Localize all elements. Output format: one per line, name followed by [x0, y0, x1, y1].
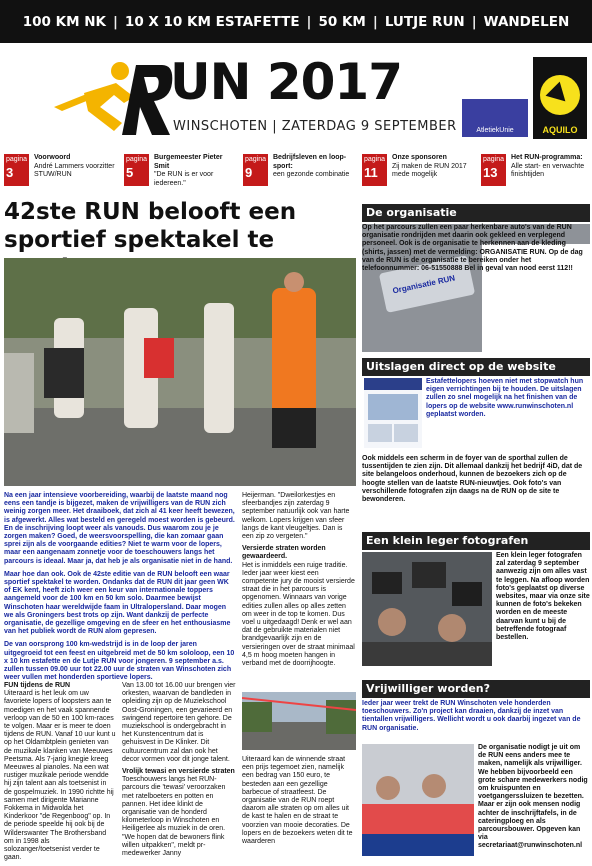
page-box	[4, 154, 29, 186]
website-screenshot	[364, 378, 422, 448]
organisatie-sign: Organisatie RUN	[391, 273, 456, 296]
vrijwilligers-photo	[362, 744, 474, 856]
masthead	[0, 43, 592, 145]
page-number: 13	[483, 165, 498, 180]
website-text-1: Estafettelopers hoeven niet met stopwatch hun eigen verrichtingen bij te houden. De uitslagen zullen zo snel mogelijk na het finishen van de lopers op de website www.runwinschoten.nl geplaatst worden.	[426, 378, 584, 418]
index-desc: André Lammers voorzitter STUW/RUN	[34, 162, 115, 178]
column-text: Heijerman. "Dweilorkestjes en sfeerbandjes zijn zaterdag 9 september natuurlijk ook van harte welkom. Lopers krijgen van sfeer langs de kant vleugeltjes. Dan is een zip zo vergeten."	[242, 492, 350, 541]
separator: |	[306, 13, 312, 30]
event-wandelen: WANDELEN	[483, 13, 570, 30]
page-number: 5	[126, 165, 134, 180]
page-label: pagina	[483, 156, 505, 163]
run-logo-icon	[44, 57, 174, 139]
intro-paragraph: De van oorsprong 100 km-wedstrijd is in de loop der jaren uitgegroeid tot een feest en uitgebreid met de 50 km sololoop, een 10 x 10 km estafette en de Lutje RUN voor jongeren. 9 september a.s. zullen tussen 09.00 uur tot 22.00 uur de straten van Winschoten zich weer vullen met honderden sportieve lopers.	[4, 641, 235, 682]
masthead-subtitle: WINSCHOTEN | ZATERDAG 9 SEPTEMBER	[173, 119, 457, 134]
article-intro	[4, 492, 236, 687]
event-bar	[0, 0, 592, 43]
section-heading: FUN tijdens de RUN	[4, 682, 71, 689]
runners-photo-illustration	[4, 258, 356, 486]
index-text	[273, 154, 355, 180]
page-label: pagina	[364, 156, 386, 163]
vrijwilliger-text-1: Ieder jaar weer trekt de RUN Winschoten vele honderden toeschouwers. Zo'n project kan draaien, dankzij de inzet van tientallen vrijwilligers. Wellicht wordt u ook daarbij ingezet van de RUN organisatie.	[362, 700, 581, 732]
sidebar-heading-vrijwilliger: Vrijwilliger worden?	[362, 680, 590, 698]
page-box	[481, 154, 506, 186]
atletiekunie-logo	[462, 99, 528, 137]
website-text-2: Ook middels een scherm in de foyer van de sporthal zullen de tussentijden te zien zijn. Dit allemaal dankzij het bedrijf 4iD, dat de site belangeloos onderhoud, kunnen de bezoekers zich op de hoogte stellen van de laatste RUN-nieuwtjes. Ook foto's van verschillende fotografen zijn daags na de RUN op de site te bewonderen.	[362, 455, 583, 504]
website-screenshot-illustration	[364, 378, 422, 448]
sidebar-heading-organisatie: De organisatie	[362, 204, 590, 222]
index-desc: Zij maken de RUN 2017 mede mogelijk	[392, 162, 467, 178]
event-lutje-run: LUTJE RUN	[384, 13, 465, 30]
article-column-1	[4, 682, 116, 866]
index-desc: Alle start- en verwachte finishtijden	[511, 162, 585, 178]
column-text: Uiteraard is het leuk om uw favoriete lopers of loopsters aan te moedigen en het vaak spannende verloop van de 50 en 100 km-races te volgen. Maar er is meer te doen tijdens de RUN. Vanaf 10 uur kunt u op het Oldambtplein genieten van de muzikale klanken van Meeuwes Peetsma. Als 7-jarig knegie kreeg Meeuwes al pianoles. Na een wat rustiger muzikale periode wendde hij zijn talent aan als toetsenist in de gospelmuziek. In 1990 richtte hij samen met dirigente Marianne Fokkema in Midwolda het Kinderkoor "de Regenboog" op. In de periode speelde hij ook bij de Wilderswanter The Brothersband om in 1998 als solozanger/toetsenist verder te gaan.	[4, 690, 116, 862]
index-title: Burgemeester Pieter Smit	[154, 154, 223, 170]
aquilo-icon	[540, 75, 580, 115]
organisatie-text: Op het parcours zullen een paar herkenbare auto's van de RUN organisatie rondrijden met daarin ook gekleed en verplegend personeel. Ook is de organisatie te herkennen aan de kleding (shirts, jassen) met de vermelding: ORGANISATIE RUN. Op de dag van de RUN is de organisatie te bereiken onder het telefoonnummer: 06-51550888 Bel in geval van nood eerst 112!!	[362, 224, 583, 273]
page-label: pagina	[6, 156, 28, 163]
index-desc: "De RUN is er voor iedereen."	[154, 171, 214, 187]
index-text	[34, 154, 116, 180]
page-label: pagina	[245, 156, 267, 163]
masthead-title: UN 2017	[170, 53, 403, 111]
street-photo-illustration	[242, 692, 356, 750]
section-heading: Vrolijk tewasi en versierde straten	[122, 768, 235, 776]
index-text	[511, 154, 592, 180]
index-text	[392, 154, 474, 180]
street-photo	[242, 692, 356, 750]
fotografen-text: Een klein leger fotografen zal zaterdag 9 september aanwezig zijn om alles vast te leggen. Na afloop worden foto's geplaatst op diverse websites, maar via onze site kunnen de foto's bekeken worden en de meeste daarvan kunt u bij de betreffende fotograaf bestellen.	[496, 552, 590, 642]
index-title: Het RUN-programma:	[511, 154, 583, 161]
atletiekunie-label: AtletiekUnie	[476, 127, 514, 134]
article-column-2	[122, 682, 236, 862]
separator: |	[471, 13, 477, 30]
column-text: Uiteraard kan de winnende straat een prijs tegemoet zien, namelijk een bedrag van 150 euro, te besteden aan een gezellige barbecue of straatfeest. De organisatie van de RUN roept daarom alle straten op om alles uit de kast te halen en de straat te voorzien van mooie decoraties. De lopers en de bezoekers weten dit te waarderen	[242, 756, 353, 846]
page-label: pagina	[126, 156, 148, 163]
event-estafette: 10 X 10 KM ESTAFETTE	[124, 13, 300, 30]
index-title: Voorwoord	[34, 154, 71, 161]
page-number: 11	[364, 165, 378, 180]
vrijwilliger-text-2: De organisatie nodigt je uit om de RUN eens anders mee te maken, namelijk als vrijwilliger. We hebben bijvoorbeeld een grote schare medewerkers nodig om kruispunten en voetgangerssluizen te bezetten. Maar er zijn ook mensen nodig achter de inschrijftafels, in de cateringploeg en als parcoursbouwer. Opgeven kan via secretariaat@runwinschoten.nl	[478, 744, 588, 850]
page-index	[0, 154, 592, 190]
sidebar-heading-website: Uitslagen direct op de website	[362, 358, 590, 376]
page-number: 3	[6, 165, 14, 180]
article-column-3	[242, 492, 356, 672]
fotografen-photo-illustration	[362, 552, 492, 666]
sidebar-heading-fotografen: Een klein leger fotografen	[362, 532, 590, 550]
index-text	[154, 154, 236, 188]
fotografen-photo	[362, 552, 492, 666]
index-title: Bedrijfsleven en loop-sport:	[273, 154, 347, 170]
section-heading: Versierde straten worden gewaardeerd.	[242, 545, 326, 561]
column-text: Toeschouwers langs het RUN-parcours die 'tewasi' veroorzaken met ratelboeters en potten en pannen. Het idee klinkt de organisatie van de honderd kilometerloop in Winschoten en Heiligerlee als muziek in de oren. "We hopen dat de bewoners flink willen uitpakken", meldt pr-medewerker Janny	[122, 776, 226, 858]
intro-paragraph: Maar hoe dan ook. Ook de 42ste editie van de RUN belooft een waar sportief spektakel te worden. Ondanks dat de RUN dit jaar geen WK of EK kent, heeft zich weer een keur van internationale toppers aangemeld voor de 100 km en 50 km solo. Daarmee bewijst Winschoten haar wereldwijde faam in Ultralopersland. Daar mogen we als Groningers best trots op zijn. Want dankzij de perfecte organisatie, de gezellige omgeving en de sfeer en het enthousiasme van het publiek wordt de RUN alom gepresen.	[4, 570, 231, 636]
article-headline: 42ste RUN belooft een sportief spektakel te	[4, 199, 297, 253]
index-desc: een gezonde combinatie	[273, 171, 350, 178]
vrijwilligers-photo-illustration	[362, 744, 474, 856]
page-box	[243, 154, 268, 186]
aquilo-logo	[533, 57, 587, 139]
aquilo-label: AQUILO	[542, 125, 578, 135]
column-text: Het is inmiddels een ruige traditie. Ieder jaar weer kiest een competente jury de mooist versierde straat die in het parcours is opgenomen. Winnaars van vorige edities zullen alles op alles zetten om weer in de top te komen. Dus voel u uitgedaagd! Denk er wel aan dat de gebruikte materialen niet brandgevaarlijk zijn en de versieringen over de straat minimaal 4,5 m hoog moeten hangen in verband met de doorrijhoogte.	[242, 561, 355, 668]
page-number: 9	[245, 165, 253, 180]
intro-paragraph: Na een jaar intensieve voorbereiding, waarbij de laatste maand nog eens een tandje is bijgezet, maken de vrijwilligers van de RUN zich weinig zorgen meer. Het draaiboek, dat zich al 41 keer heeft bewezen, is afgewerkt. Alles wat besteld en geregeld moest worden is gebeurd. En de inschrijving loopt weer als vanouds. Dus waarom zou je je zorgen maken? Goed, de weersvoorspelling, die kan zomaar gaan sprei zijn als de voorgaande edities? Niet te warm voor de lopers, maar een aangenaam zonnetje voor de toeschouwers langs het parcours is ideaal. Maar ja, dat heb je als organisatie niet in de hand.	[4, 492, 235, 565]
index-title: Onze sponsoren	[392, 154, 447, 161]
event-50km: 50 KM	[318, 13, 366, 30]
page-box	[362, 154, 387, 186]
event-100km: 100 KM NK	[22, 13, 106, 30]
separator: |	[112, 13, 118, 30]
page-box	[124, 154, 149, 186]
runners-photo	[4, 258, 356, 486]
article-column-3b	[242, 756, 356, 850]
separator: |	[372, 13, 378, 30]
column-text: Van 13.00 tot 16.00 uur brengen vier orkesten, waarvan de bandleden in opleiding zijn op de Muziekschool Oost-Groningen, een gevarieerd en swingend repertoire ten gehore. De muziekschool is ondergebracht in het Kunstencentrum dat is gehuisvest in De Klinker. Dit cultuurcentrum zal dan ook het decor vormen voor dit jonge talent.	[122, 682, 236, 763]
